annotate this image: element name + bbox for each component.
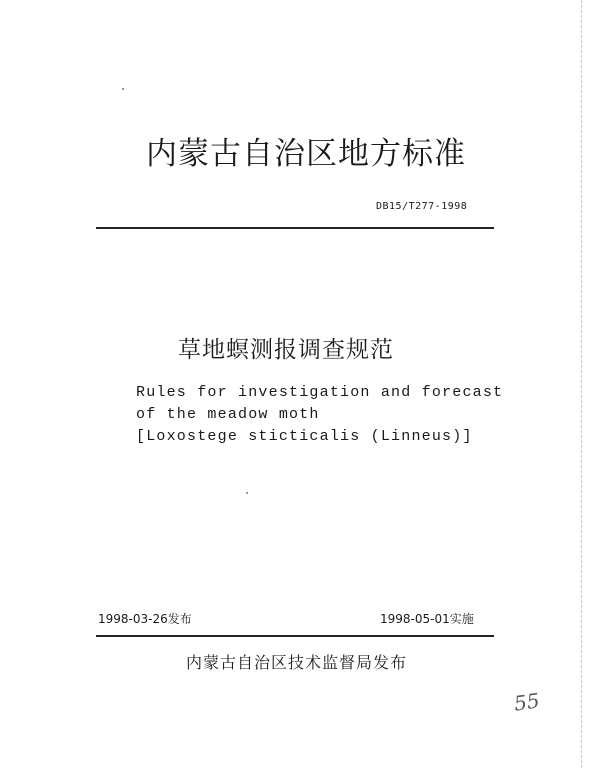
issue-date: 1998-03-26发布 [98,612,192,626]
document-title-english-line-1: Rules for investigation and forecast [136,384,504,401]
handwritten-page-number: 55 [512,688,541,716]
document-title-english-line-2: of the meadow moth [136,406,320,423]
issuing-authority: 内蒙古自治区技术监督局发布 [186,653,408,672]
scan-edge-artifact [580,0,582,768]
document-title-english-line-3: [Loxostege sticticalis (Linneus)] [136,428,473,445]
header-divider [96,227,494,229]
footer-divider [96,635,494,637]
standard-category-title: 内蒙古自治区地方标准 [146,136,466,172]
implementation-date: 1998-05-01实施 [380,612,474,626]
document-title-chinese: 草地螟测报调查规范 [178,337,394,363]
scan-speck [122,88,124,90]
scan-speck [246,492,248,494]
standard-code: DB15/T277-1998 [376,201,468,212]
